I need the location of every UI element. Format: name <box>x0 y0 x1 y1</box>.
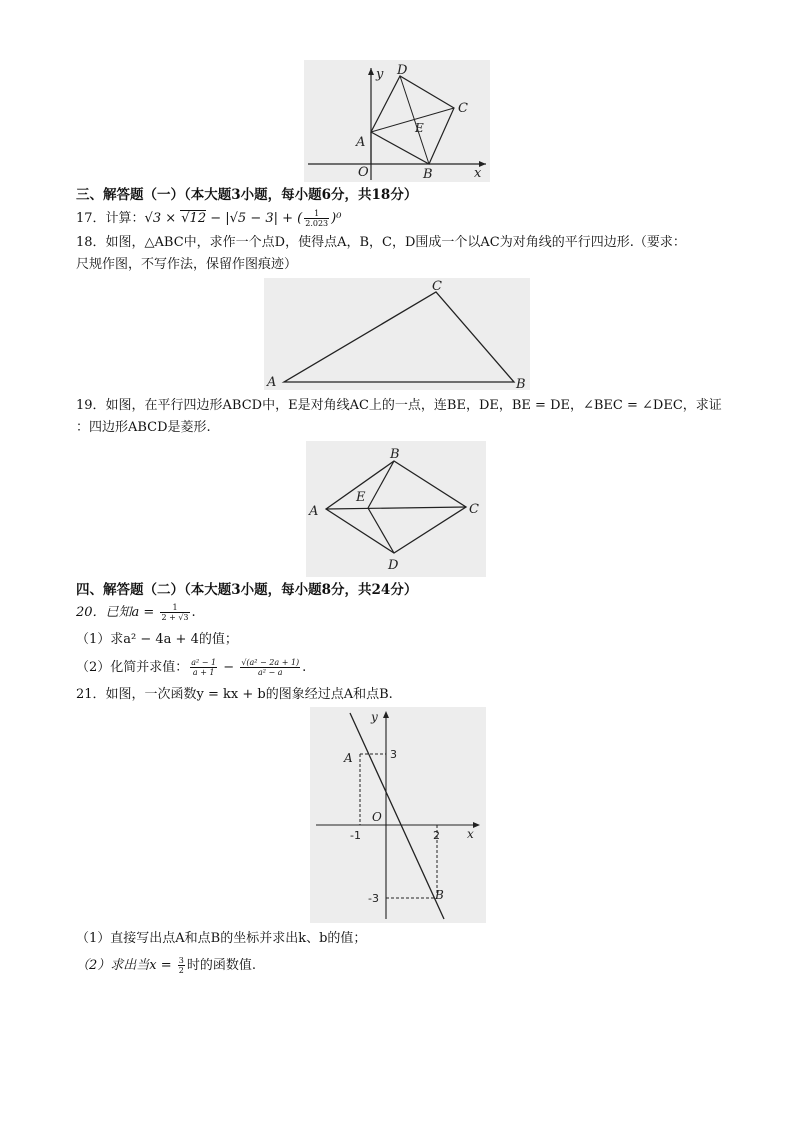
figure-linear-graph <box>310 707 486 923</box>
label-a: A <box>344 751 353 765</box>
question-20-intro <box>76 603 196 622</box>
label-y: y <box>376 67 384 82</box>
label-o: O <box>372 810 382 824</box>
q21-part2-fraction <box>178 956 185 975</box>
question-21-part-2 <box>76 956 256 975</box>
segment-ed <box>368 508 394 553</box>
question-17 <box>76 209 341 228</box>
label-a: A <box>267 375 277 390</box>
label-a: A <box>309 504 319 519</box>
question-18-line-1: 18．如图，△ABC中，求作一个点D，使得点A，B，C，D围成一个以AC为对角线的平行四边形.（要求： <box>76 235 686 250</box>
x-axis-arrow <box>473 822 480 828</box>
label-b: B <box>423 167 433 182</box>
q21-part2-den: 2 <box>178 966 184 975</box>
q20-intro-a: 20．已知a = <box>76 605 159 620</box>
label-c: C <box>458 101 468 116</box>
label-x: x <box>474 166 482 181</box>
q17-frac-num: 1 <box>304 209 329 219</box>
question-19-line-1: 19．如图，在平行四边形ABCD中，E是对角线AC上的一点，连BE，DE，BE = DE，∠BEC = ∠DEC，求证 <box>76 398 722 413</box>
figure-quadrilateral-axes-svg <box>304 60 490 182</box>
label-b: B <box>390 447 400 462</box>
label-e: E <box>356 490 366 505</box>
q17-fraction <box>304 209 329 228</box>
q17-expr-a: √3 × <box>144 211 181 226</box>
q20-minus: − <box>219 660 239 675</box>
q20-intro-b: . <box>191 605 196 620</box>
q17-expr-c: − |√5 − 3| + ( <box>206 211 303 226</box>
line-y-kx-b <box>350 713 444 919</box>
question-20-part-1: （1）求a² − 4a + 4的值； <box>76 632 238 647</box>
q20-frac-2 <box>240 658 300 677</box>
q17-expr-b: √12 <box>181 211 207 226</box>
figure-linear-graph-svg <box>310 707 486 923</box>
q20-intro-den: 2 + √3 <box>161 613 189 622</box>
q17-number: 17．计算： <box>76 211 145 226</box>
q20-intro-fraction <box>160 603 189 622</box>
y-axis-arrow <box>383 711 389 718</box>
q20-part2-a: （2）化简并求值： <box>76 660 189 675</box>
section-4-heading: 四、解答题（二）（本大题3小题，每小题8分，共24分） <box>76 582 418 598</box>
q21-part2-num: 3 <box>178 956 184 965</box>
label-c: C <box>469 502 479 517</box>
triangle-abc <box>284 292 514 382</box>
tick-label-neg1: -1 <box>350 829 361 842</box>
diagonal-ac <box>326 507 466 509</box>
q21-part2-a: （2）求出当x = <box>76 958 176 973</box>
tick-label-3: 3 <box>390 748 397 761</box>
question-21-intro: 21．如图，一次函数y = kx + b的图象经过点A和点B. <box>76 687 393 702</box>
label-b: B <box>435 888 444 902</box>
figure-parallelogram-abcd-svg <box>306 441 486 577</box>
label-e: E <box>415 121 424 135</box>
label-d: D <box>397 63 408 78</box>
segment-eb <box>368 461 394 508</box>
q20-part2-b: . <box>302 660 307 675</box>
q20-frac1-num: a² − 1 <box>191 658 217 667</box>
section-3-heading: 三、解答题（一）（本大题3小题，每小题6分，共18分） <box>76 187 418 203</box>
q17-expr-d: )⁰ <box>331 211 342 226</box>
figure-quadrilateral-axes <box>304 60 490 182</box>
figure-triangle-abc <box>264 278 530 390</box>
label-b: B <box>516 377 526 390</box>
question-19-line-2: ：四边形ABCD是菱形. <box>76 420 211 435</box>
question-18-line-2: 尺规作图，不写作法，保留作图痕迹） <box>76 257 298 272</box>
label-x: x <box>467 827 474 841</box>
figure-triangle-abc-svg <box>264 278 530 390</box>
q21-part2-b: 时的函数值. <box>186 958 256 973</box>
diagonal-ac <box>371 108 454 132</box>
label-y: y <box>371 710 378 724</box>
q20-intro-num: 1 <box>160 603 189 613</box>
q20-frac-1 <box>190 658 217 677</box>
label-d: D <box>388 558 399 573</box>
label-a: A <box>356 135 366 150</box>
question-21-part-1: （1）直接写出点A和点B的坐标并求出k、b的值； <box>76 931 367 946</box>
label-c: C <box>432 279 442 294</box>
q17-frac-den: 2.023 <box>305 219 329 228</box>
q20-frac2-num: √(a² − 2a + 1) <box>241 658 300 667</box>
label-o: O <box>358 165 369 180</box>
y-axis-arrow <box>368 68 374 75</box>
tick-label-neg3: -3 <box>368 892 379 905</box>
question-20-part-2 <box>76 658 306 677</box>
q20-frac1-den: a + 1 <box>192 668 215 677</box>
tick-label-2: 2 <box>433 829 440 842</box>
q20-frac2-den: a² − a <box>257 668 283 677</box>
figure-parallelogram-abcd <box>306 441 486 577</box>
